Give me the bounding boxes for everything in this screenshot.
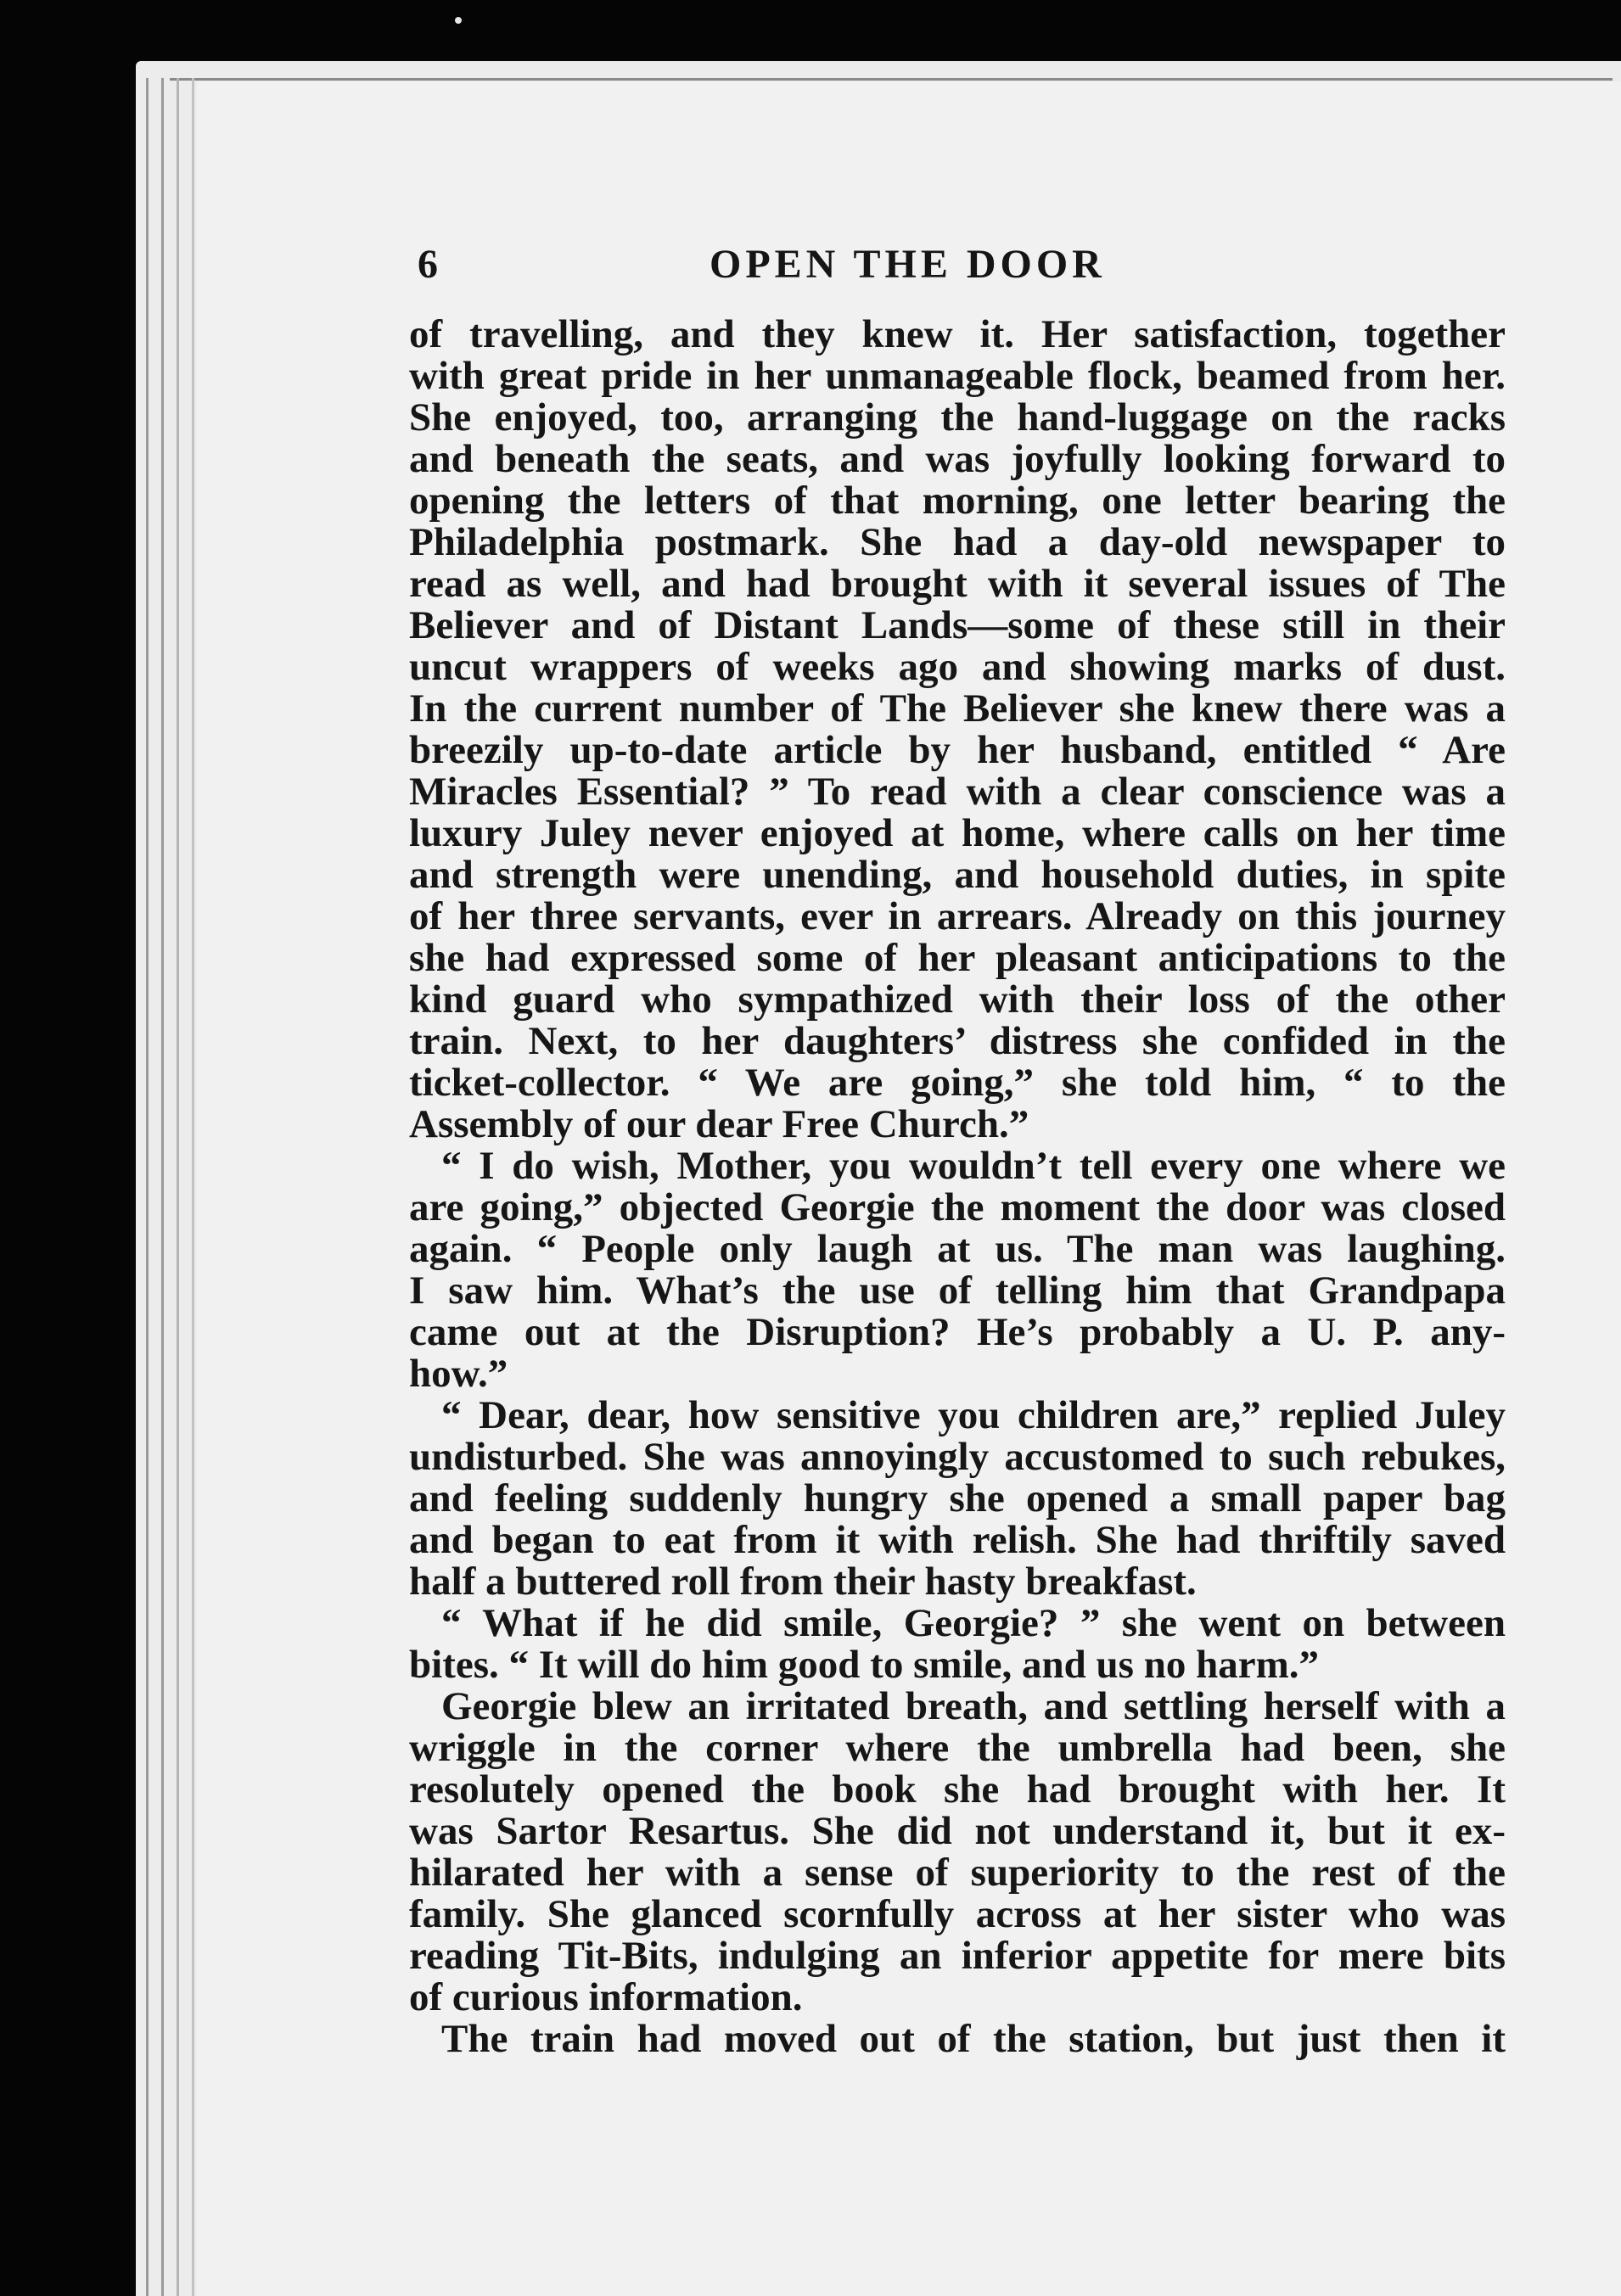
text-line: Believer and of Distant Lands—some of these still in their [409,605,1506,647]
text-line: and strength were unending, and household duties, in spite [409,854,1506,896]
text-line: how.” [409,1353,508,1395]
text-line: hilarated her with a sense of superiority to the rest of the [409,1852,1506,1894]
text-line: of travelling, and they knew it. Her satisfaction, together [409,314,1506,356]
body-text [409,314,1506,2060]
text-line: and began to eat from it with relish. She had thriftily saved [409,1520,1506,1561]
text-line: opening the letters of that morning, one letter bearing the [409,480,1506,522]
text-line: with great pride in her unmanageable flock, beamed from her. [409,356,1506,397]
running-head: OPEN THE DOOR [710,242,1106,287]
page-edge-line [146,78,149,2296]
text-line: Georgie blew an irritated breath, and settling herself with a [441,1686,1506,1728]
text-line: In the current number of The Believer she knew there was a [409,688,1506,730]
text-line: “ What if he did smile, Georgie? ” she went on between [441,1603,1506,1644]
text-line: are going,” objected Georgie the moment the door was closed [409,1187,1506,1229]
text-line: half a buttered roll from their hasty breakfast. [409,1561,1197,1603]
text-line: uncut wrappers of weeks ago and showing marks of dust. [409,647,1506,688]
page-top-edge [170,78,1613,81]
text-line: bites. “ It will do him good to smile, and us no harm.” [409,1644,1320,1686]
text-line: “ Dear, dear, how sensitive you children are,” replied Juley [441,1395,1506,1436]
text-line: kind guard who sympathized with their loss of the other [409,979,1506,1021]
text-line: She enjoyed, too, arranging the hand-luggage on the racks [409,397,1506,439]
text-line: Philadelphia postmark. She had a day-old newspaper to [409,522,1506,563]
text-line: of her three servants, ever in arrears. Already on this journey [409,896,1506,938]
text-line: train. Next, to her daughters’ distress she confided in the [409,1021,1506,1062]
text-line: breezily up-to-date article by her husband, entitled “ Are [409,730,1506,771]
text-line: and feeling suddenly hungry she opened a small paper bag [409,1478,1506,1520]
text-line: of curious information. [409,1977,803,2019]
text-line: family. She glanced scornfully across at her sister who was [409,1894,1506,1935]
text-line: resolutely opened the book she had brought with her. It [409,1769,1506,1811]
page-edge-line [177,78,179,2296]
text-line: she had expressed some of her pleasant anticipations to the [409,938,1506,979]
text-line: read as well, and had brought with it several issues of The [409,563,1506,605]
dust-speck [455,17,462,24]
text-line: I saw him. What’s the use of telling him that Grandpapa [409,1270,1506,1312]
page-edge-line [161,78,164,2296]
text-line: reading Tit-Bits, indulging an inferior appetite for mere bits [409,1935,1506,1977]
text-line: undisturbed. She was annoyingly accustomed to such rebukes, [409,1436,1506,1478]
page-number: 6 [418,242,438,287]
text-line: and beneath the seats, and was joyfully looking forward to [409,439,1506,480]
text-line: ticket-collector. “ We are going,” she told him, “ to the [409,1062,1506,1104]
page-header [418,239,1215,290]
text-line: again. “ People only laugh at us. The man was laughing. [409,1229,1506,1270]
text-line: The train had moved out of the station, but just then it [441,2019,1506,2060]
text-line: luxury Juley never enjoyed at home, where calls on her time [409,813,1506,854]
text-line: “ I do wish, Mother, you wouldn’t tell every one where we [441,1145,1506,1187]
page-edge-line [192,78,194,2296]
text-line: wriggle in the corner where the umbrella had been, she [409,1728,1506,1769]
text-line: was Sartor Resartus. She did not understand it, but it ex- [409,1811,1506,1852]
text-line: Miracles Essential? ” To read with a clear conscience was a [409,771,1506,813]
text-line: Assembly of our dear Free Church.” [409,1104,1029,1145]
text-line: came out at the Disruption? He’s probably a U. P. any- [409,1312,1506,1353]
